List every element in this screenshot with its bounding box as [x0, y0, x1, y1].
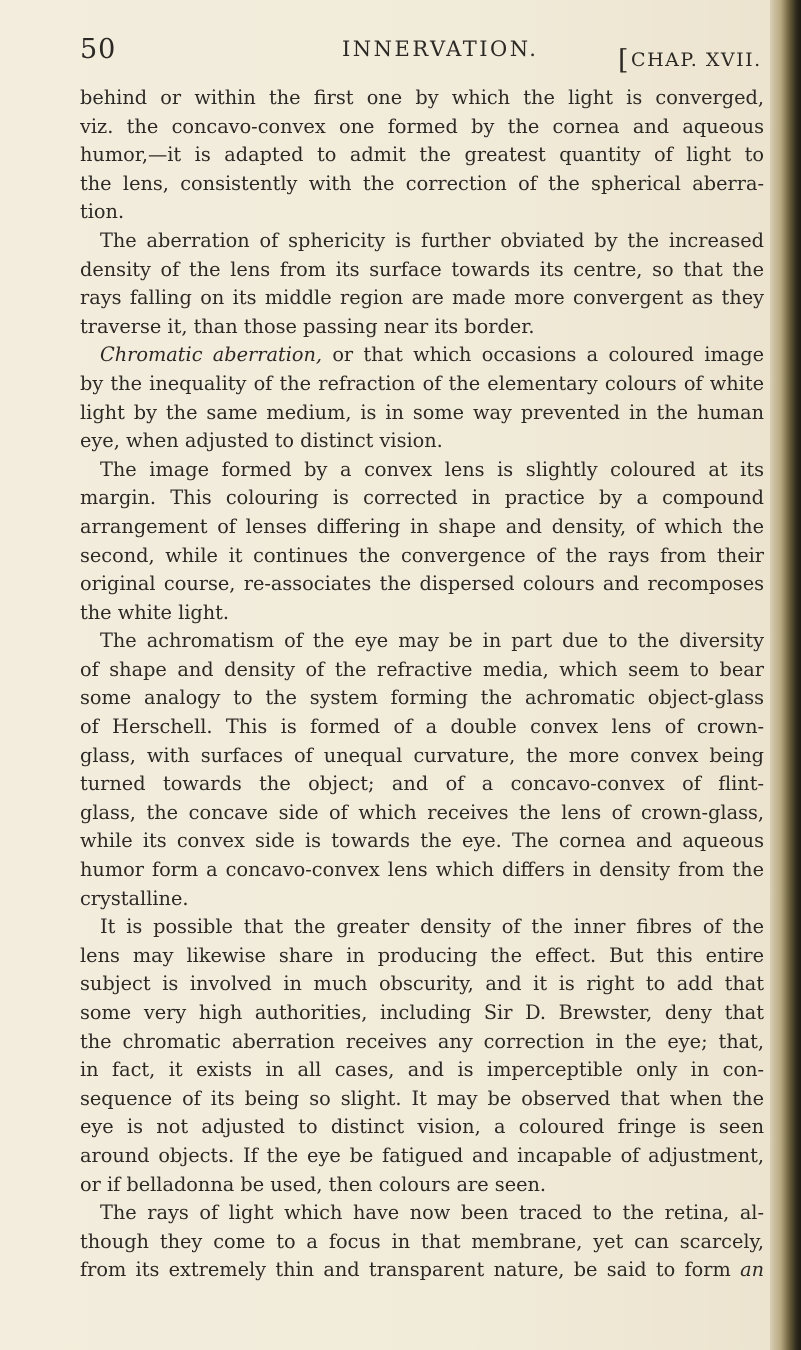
- line-text: glass, with surfaces of unequal curvature, the more convex being: [80, 743, 764, 767]
- text-line: [80, 113, 764, 142]
- text-line: [80, 713, 764, 742]
- text-line: [80, 1028, 764, 1057]
- line-text: eye, when adjusted to distinct vision.: [80, 429, 443, 453]
- line-text: turned towards the object; and of a concavo-convex of flint-: [80, 772, 764, 796]
- page-edge: [770, 0, 801, 1350]
- text-line: [80, 1142, 764, 1171]
- line-text: arrangement of lenses differing in shape and density, of which the: [80, 514, 764, 538]
- line-text: margin. This colouring is corrected in practice by a compound: [80, 486, 764, 510]
- line-text: viz. the concavo-convex one formed by the cornea and aqueous: [80, 114, 764, 138]
- line-text: behind or within the first one by which the light is converged,: [80, 86, 764, 109]
- text-line: [80, 256, 764, 285]
- line-text: original course, re-associates the dispersed colours and recomposes: [80, 572, 764, 596]
- line-text: lens may likewise share in producing the effect. But this entire: [80, 943, 764, 967]
- text-line: [80, 742, 764, 771]
- text-line: [80, 542, 764, 571]
- text-line: [80, 1199, 764, 1228]
- text-line: [80, 1228, 764, 1257]
- text-line: [80, 170, 764, 199]
- text-line: [80, 399, 764, 428]
- text-line: [80, 656, 764, 685]
- line-text: The achromatism of the eye may be in part due to the diversity: [100, 629, 764, 653]
- text-line: [80, 313, 764, 342]
- chapter-text: CHAP. XVII.: [631, 49, 762, 71]
- text-line: [80, 627, 764, 656]
- line-text: or if belladonna be used, then colours are seen.: [80, 1172, 547, 1196]
- text-line: [80, 885, 764, 914]
- line-text: the chromatic aberration receives any correction in the eye; that,: [80, 1029, 764, 1053]
- line-text: It is possible that the greater density of the inner fibres of the: [100, 915, 764, 939]
- line-text: some very high authorities, including Sir D. Brewster, deny that: [80, 1001, 764, 1024]
- running-title: INNERVATION.: [342, 37, 539, 61]
- italic-term: Chromatic aberration,: [100, 343, 323, 367]
- line-text: second, while it continues the convergence of the rays from their: [80, 543, 764, 567]
- line-text: subject is involved in much obscurity, and it is right to add that: [80, 972, 764, 996]
- line-text: rays falling on its middle region are made more convergent as they: [80, 286, 764, 310]
- text-line: [80, 1113, 764, 1142]
- chapter-label: [618, 42, 762, 76]
- line-text: in fact, it exists in all cases, and is imperceptible only in con-: [80, 1058, 764, 1082]
- line-text: eye is not adjusted to distinct vision, a coloured fringe is seen: [80, 1115, 764, 1139]
- line-text: the lens, consistently with the correction of the spherical aberra-: [80, 171, 764, 195]
- text-line: [80, 141, 764, 170]
- text-line: [80, 827, 764, 856]
- page-header: [80, 26, 765, 76]
- line-text: from its extremely thin and transparent nature, be said to form: [80, 1258, 741, 1282]
- text-line: [80, 799, 764, 828]
- text-line: [80, 1171, 764, 1200]
- line-text: density of the lens from its surface towards its centre, so that the: [80, 257, 764, 281]
- line-text: some analogy to the system forming the achromatic object-glass: [80, 686, 764, 710]
- italic-word: an: [740, 1258, 764, 1282]
- text-line: [80, 341, 764, 370]
- text-line: [80, 770, 764, 799]
- text-line: [80, 427, 764, 456]
- text-line: [80, 284, 764, 313]
- line-text: The aberration of sphericity is further obviated by the increased: [100, 228, 764, 252]
- line-text: traverse it, than those passing near its border.: [80, 314, 535, 338]
- line-text: The rays of light which have now been traced to the retina, al-: [100, 1201, 764, 1225]
- line-text: of Herschell. This is formed of a double convex lens of crown-: [80, 715, 764, 739]
- line-text: while its convex side is towards the eye. The cornea and aqueous: [80, 829, 764, 853]
- text-line: [80, 999, 764, 1028]
- chapter-bracket: [: [618, 45, 631, 76]
- line-text: tion.: [80, 200, 125, 224]
- line-text: or that which occasions a coloured image: [322, 343, 764, 367]
- line-text: by the inequality of the refraction of the elementary colours of white: [80, 371, 764, 395]
- text-line: [80, 1085, 764, 1114]
- text-line: [80, 84, 764, 113]
- line-text: of shape and density of the refractive media, which seem to bear: [80, 657, 764, 681]
- line-text: the white light.: [80, 600, 230, 624]
- text-line: [80, 913, 764, 942]
- text-line: [80, 1056, 764, 1085]
- text-line: [80, 684, 764, 713]
- text-line: [80, 456, 764, 485]
- text-line: [80, 198, 764, 227]
- page-number: 50: [80, 34, 117, 65]
- body-text: [80, 84, 764, 1285]
- text-line: [80, 970, 764, 999]
- text-line: [80, 1256, 764, 1285]
- line-text: humor form a concavo-convex lens which differs in density from the: [80, 858, 764, 882]
- text-line: [80, 484, 764, 513]
- line-text: humor,—it is adapted to admit the greatest quantity of light to: [80, 143, 764, 167]
- line-text: though they come to a focus in that membrane, yet can scarcely,: [80, 1229, 764, 1253]
- line-text: glass, the concave side of which receives the lens of crown-glass,: [80, 800, 764, 824]
- text-line: [80, 856, 764, 885]
- text-line: [80, 570, 764, 599]
- text-line: [80, 942, 764, 971]
- text-line: [80, 513, 764, 542]
- line-text: around objects. If the eye be fatigued and incapable of adjustment,: [80, 1143, 764, 1167]
- text-line: [80, 370, 764, 399]
- line-text: The image formed by a convex lens is slightly coloured at its: [100, 457, 764, 481]
- line-text: crystalline.: [80, 886, 189, 910]
- text-line: [80, 599, 764, 628]
- text-line: [80, 227, 764, 256]
- line-text: sequence of its being so slight. It may be observed that when the: [80, 1086, 764, 1110]
- line-text: light by the same medium, is in some way prevented in the human: [80, 400, 764, 424]
